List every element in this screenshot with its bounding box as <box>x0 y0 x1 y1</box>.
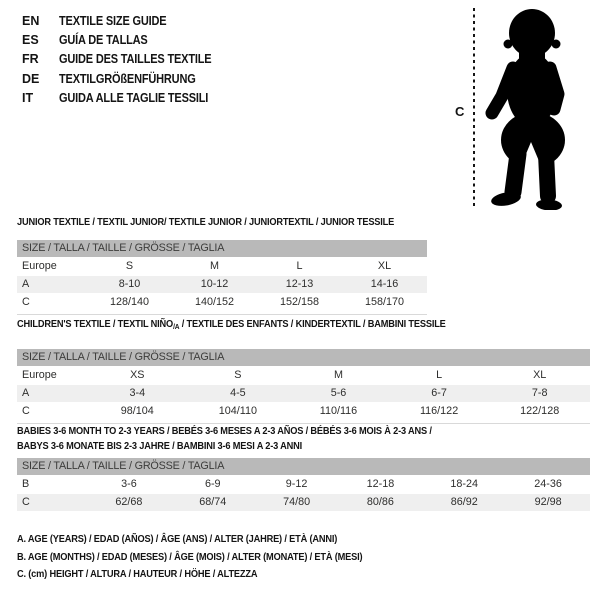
language-title: GUIDA ALLE TAGLIE TESSILI <box>59 91 209 106</box>
language-row-en <box>22 11 232 30</box>
junior-table-title: JUNIOR TEXTILE / TEXTIL JUNIOR/ TEXTILE JUNIOR / JUNIORTEXTIL / JUNIOR TESSILE <box>17 216 395 228</box>
footnote-a: A. AGE (YEARS) / EDAD (AÑOS) / ÂGE (ANS) / ALTER (JAHRE) / ETÀ (ANNI) <box>17 533 338 545</box>
language-title: GUIDE DES TAILLES TEXTILE <box>59 52 212 67</box>
language-row-it <box>22 89 232 108</box>
height-measure-dashed-line <box>473 8 475 206</box>
size-header-bar: SIZE / TALLA / TAILLE / GRÖSSE / TAGLIA <box>17 458 590 475</box>
table-row-europe: Europe S M L XL <box>22 260 392 273</box>
height-measure-label: C <box>455 104 465 119</box>
language-title: TEXTILGRÖßENFÜHRUNG <box>59 71 196 86</box>
table-row-age: A 8-10 10-12 12-13 14-16 <box>17 276 427 294</box>
babies-table-title: BABIES 3-6 MONTH TO 2-3 YEARS / BEBÉS 3-6 MESES A 2-3 AÑOS / BÉBÉS 3-6 MOIS À 2-3 ANS / BABYS 3-6 MONATE BIS 2-3 JAHRE / BAMBINI 3-6 MESI A 2-3 ANNI <box>17 425 432 452</box>
table-row-height: C 98/104 104/110 110/116 116/122 122/128 <box>22 405 560 418</box>
title-subscript: /A <box>173 322 180 331</box>
footnote-legend <box>17 533 410 586</box>
language-code: FR <box>22 52 39 67</box>
table-row-height: C 62/68 68/74 74/80 80/86 86/92 92/98 <box>17 494 590 512</box>
children-table-title: CHILDREN'S TEXTILE / TEXTIL $NIÑO_{/A}$ / TEXTILE DES ENFANTS / KINDERTEXTIL / BAMBINI TESSILE <box>17 318 446 331</box>
table-row-height: C 128/140 140/152 152/158 158/170 <box>22 296 405 309</box>
footnote-c: C. (cm) HEIGHT / ALTURA / HAUTEUR / HÖHE / ALTEZZA <box>17 568 258 581</box>
baby-silhouette <box>480 6 580 210</box>
table-row-age: A 3-4 4-5 5-6 6-7 7-8 <box>17 385 590 403</box>
language-row-es <box>22 30 232 49</box>
junior-size-table <box>17 240 427 315</box>
table-bottom-rule <box>17 314 427 315</box>
language-code: DE <box>22 71 40 86</box>
language-row-de <box>22 69 232 88</box>
table-row-europe: Europe XS S M L XL <box>22 369 547 382</box>
language-code: EN <box>22 13 40 28</box>
language-title-list <box>22 11 232 108</box>
language-code: ES <box>22 33 39 48</box>
babies-size-table <box>17 458 590 511</box>
language-row-fr <box>22 50 232 69</box>
size-header-bar: SIZE / TALLA / TAILLE / GRÖSSE / TAGLIA <box>17 349 590 366</box>
size-header-bar: SIZE / TALLA / TAILLE / GRÖSSE / TAGLIA <box>17 240 427 257</box>
footnote-b: B. AGE (MONTHS) / EDAD (MESES) / ÂGE (MOIS) / ALTER (MONATE) / ETÀ (MESI) <box>17 550 363 563</box>
language-title: TEXTILE SIZE GUIDE <box>59 13 167 28</box>
language-title: GUÍA DE TALLAS <box>59 33 148 48</box>
language-code: IT <box>22 91 34 106</box>
children-size-table <box>17 349 590 424</box>
table-row-age-months: B 3-6 6-9 9-12 12-18 18-24 24-36 <box>22 478 562 491</box>
